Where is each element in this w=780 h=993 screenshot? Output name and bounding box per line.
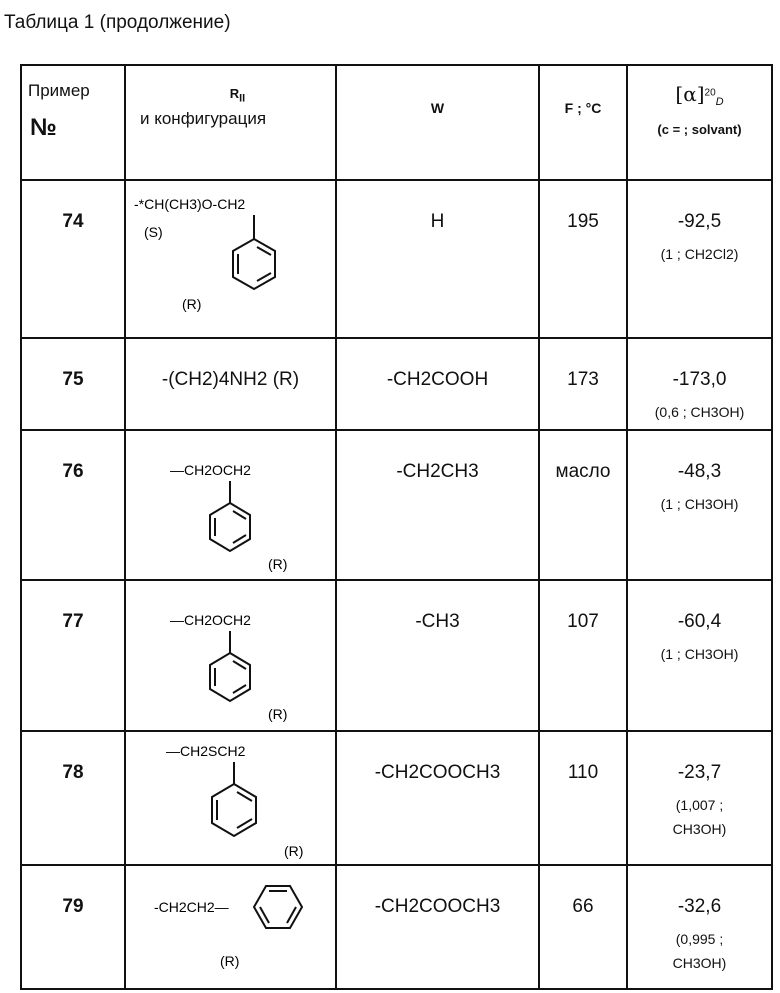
rotation-cell	[627, 338, 772, 430]
r-structure	[125, 731, 336, 865]
table-row	[21, 580, 772, 731]
header-alpha-symbol: [α]	[675, 82, 705, 106]
melting-point: 173	[539, 338, 627, 430]
header-alpha	[627, 65, 772, 180]
melting-point: масло	[539, 430, 627, 580]
example-number: 76	[21, 430, 125, 580]
table-row	[21, 338, 772, 430]
melting-point: 107	[539, 580, 627, 731]
rotation-cell	[627, 580, 772, 731]
melting-point: 66	[539, 865, 627, 989]
w-value: -CH2COOCH3	[336, 731, 539, 865]
w-value: -CH2CH3	[336, 430, 539, 580]
table-row	[21, 430, 772, 580]
benzene-ring-icon	[254, 886, 302, 928]
header-alpha-condition: (c = ; solvant)	[657, 121, 742, 137]
header-number-sign: №	[30, 114, 57, 142]
w-value: -CH2COOCH3	[336, 865, 539, 989]
r-formula: —CH2SCH2	[166, 743, 246, 759]
example-number: 77	[21, 580, 125, 731]
benzyloxymethyl-structure-diagram	[126, 581, 337, 732]
rotation-condition: (1 ; CH3OH)	[660, 646, 739, 662]
r-formula: -(CH2)4NH2 (R)	[125, 338, 336, 430]
r-formula: —CH2OCH2	[170, 462, 251, 478]
rotation-cell	[627, 865, 772, 989]
r-structure	[125, 865, 336, 989]
header-row	[21, 65, 772, 180]
example-number: 74	[21, 180, 125, 338]
rotation-value: -92,5	[677, 211, 722, 232]
header-example	[21, 65, 125, 180]
w-value: -CH3	[336, 580, 539, 731]
rotation-value: -173,0	[672, 369, 727, 390]
header-alpha-sub: D	[715, 95, 724, 108]
r-config: (R)	[268, 706, 288, 722]
rotation-cell	[627, 731, 772, 865]
benzylthiomethyl-structure-diagram	[126, 732, 337, 866]
r-config: (R)	[284, 843, 304, 859]
r-formula: -*CH(CH3)O-CH2	[134, 196, 246, 212]
rotation-solvent: CH3OH)	[672, 954, 727, 971]
header-alpha-sup: 20	[704, 87, 716, 99]
rotation-condition: (0,995 ;	[675, 931, 724, 947]
melting-point: 110	[539, 731, 627, 865]
page-title: Таблица 1 (продолжение)	[4, 12, 231, 33]
rotation-solvent: CH3OH)	[672, 820, 727, 837]
header-example-label: Пример	[28, 81, 90, 100]
rotation-cell	[627, 180, 772, 338]
r-config-r: (R)	[182, 296, 202, 312]
rotation-value: -60,4	[677, 611, 722, 632]
r-structure	[125, 180, 336, 338]
r-formula: -CH2CH2—	[154, 899, 229, 915]
melting-point: 195	[539, 180, 627, 338]
r-config: (R)	[268, 556, 288, 572]
benzene-ring-icon	[212, 762, 256, 836]
r-config-s: (S)	[144, 224, 163, 240]
rotation-value: -23,7	[677, 762, 722, 783]
r-formula: —CH2OCH2	[170, 612, 251, 628]
example-number: 75	[21, 338, 125, 430]
header-w: W	[336, 65, 539, 180]
benzene-ring-icon	[233, 215, 275, 289]
rotation-value: -48,3	[677, 461, 722, 482]
example-number: 79	[21, 865, 125, 989]
table-row	[21, 865, 772, 989]
benzyl-structure-diagram	[126, 181, 337, 339]
data-table	[20, 64, 773, 990]
header-f: F ; °C	[539, 65, 627, 180]
rotation-condition: (1,007 ;	[675, 797, 724, 813]
example-number: 78	[21, 731, 125, 865]
rotation-condition: (1 ; CH3OH)	[660, 496, 739, 512]
rotation-cell	[627, 430, 772, 580]
rotation-value: -32,6	[677, 896, 722, 917]
w-value: H	[336, 180, 539, 338]
rotation-condition: (0,6 ; CH3OH)	[654, 404, 745, 420]
header-r-symbol: R	[229, 86, 240, 101]
r-config: (R)	[220, 953, 240, 969]
w-value: -CH2COOH	[336, 338, 539, 430]
phenylethyl-structure-diagram	[126, 866, 337, 990]
r-structure	[125, 580, 336, 731]
table-row	[21, 731, 772, 865]
header-r-config: и конфигурация	[140, 108, 267, 128]
r-structure	[125, 430, 336, 580]
header-r	[125, 65, 336, 180]
benzene-ring-icon	[210, 631, 250, 701]
benzene-ring-icon	[210, 481, 250, 551]
table-row	[21, 180, 772, 338]
header-r-sub: II	[239, 92, 246, 105]
benzyloxymethyl-structure-diagram	[126, 431, 337, 581]
rotation-condition: (1 ; CH2Cl2)	[660, 246, 739, 262]
